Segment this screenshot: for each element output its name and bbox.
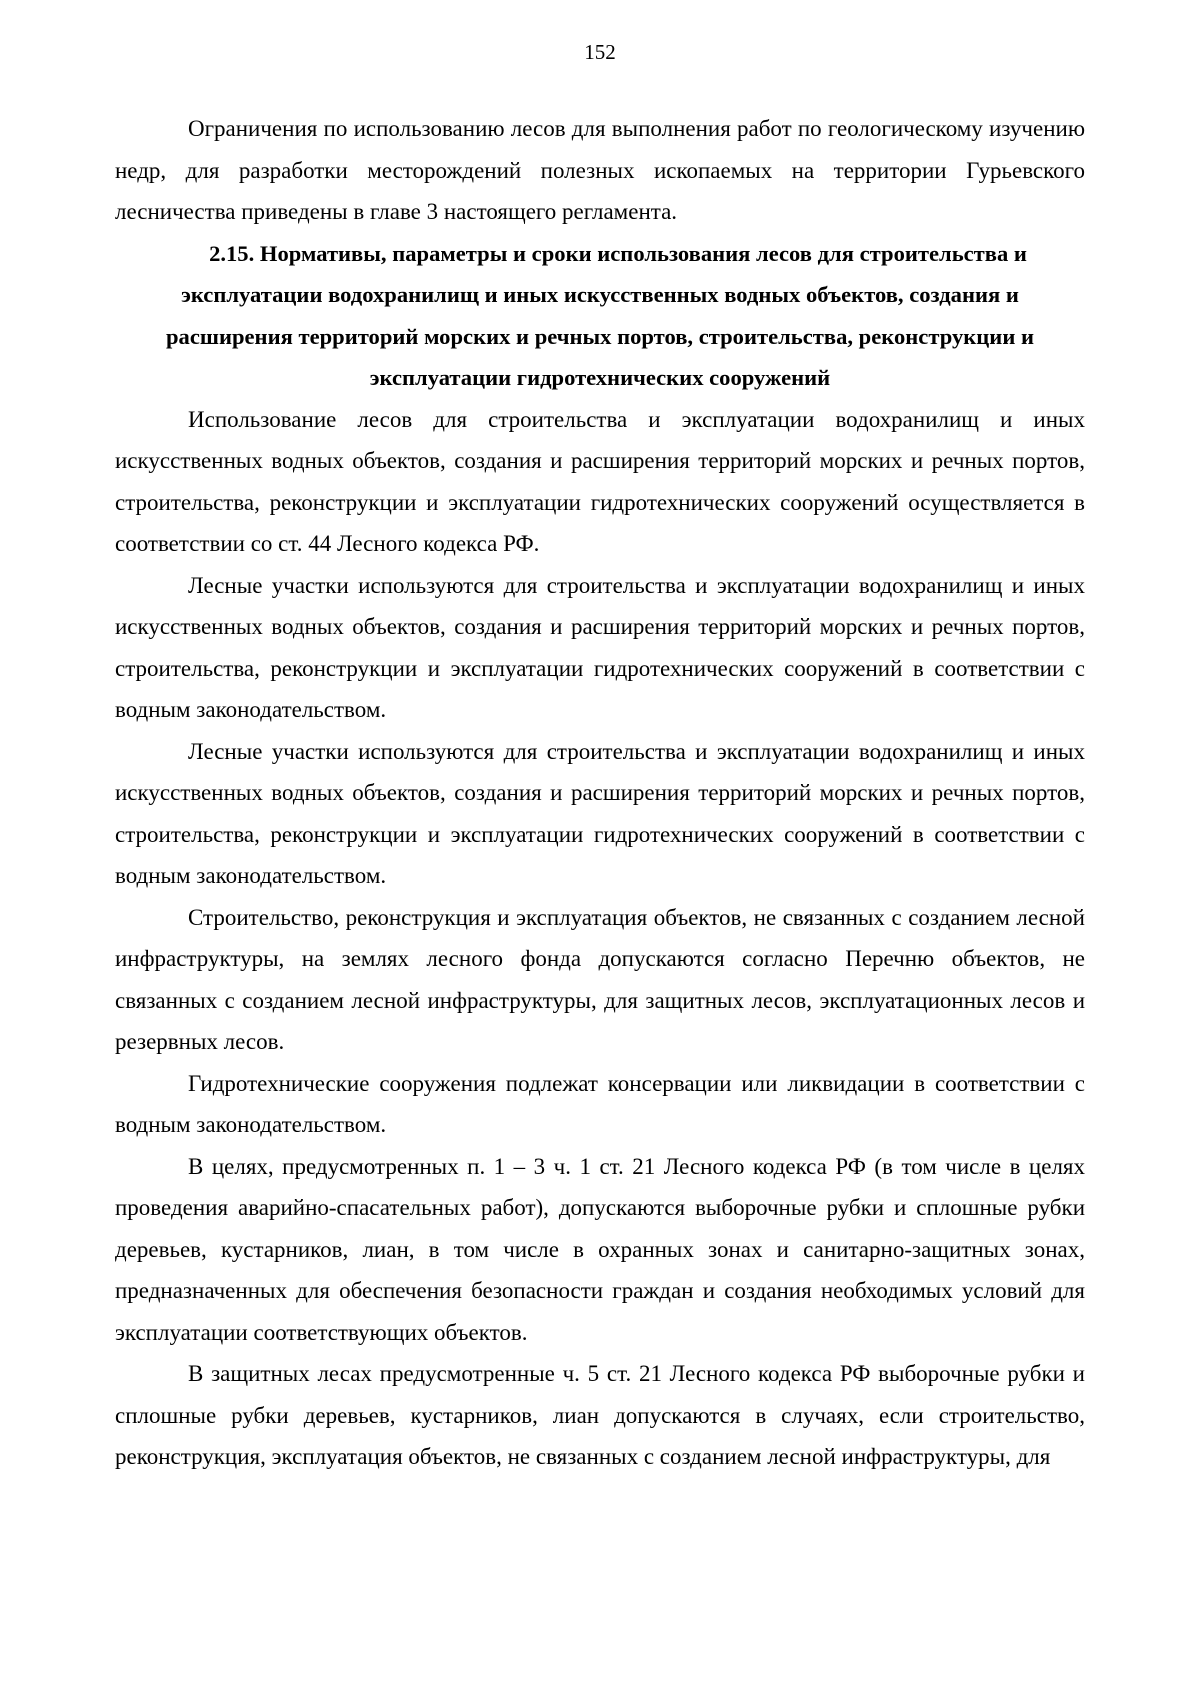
body-paragraph: Использование лесов для строительства и эксплуатации водохранилищ и иных искусственных водных объектов, создания и расширения территорий морских и речных портов, строительства, реконструкции и эксплуатации гидротехнических сооружений осуществляется в соответствии со ст. 44 Лесного кодекса РФ. (115, 406, 1085, 556)
body-paragraph: В защитных лесах предусмотренные ч. 5 ст. 21 Лесного кодекса РФ выборочные рубки и сплошные рубки деревьев, кустарников, лиан допускаются в случаях, если строительство, реконструкция, эксплуатация объектов, не связанных с созданием лесной инфраструктуры, для (115, 1361, 1085, 1469)
section-heading-line: расширения территорий морских и речных портов, строительства, реконструкции и (165, 323, 1035, 349)
page-number: 152 (584, 40, 616, 64)
page-content (115, 108, 1085, 1478)
body-paragraph: Лесные участки используются для строительства и эксплуатации водохранилищ и иных искусственных водных объектов, создания и расширения территорий морских и речных портов, строительства, реконструкции и эксплуатации гидротехнических сооружений в соответствии с водным законодательством. (115, 738, 1085, 888)
section-heading-line: эксплуатации водохранилищ и иных искусственных водных объектов, создания и (181, 282, 1019, 307)
section-heading (115, 233, 1085, 399)
body-paragraph: В целях, предусмотренных п. 1 – 3 ч. 1 ст. 21 Лесного кодекса РФ (в том числе в целях проведения аварийно-спасательных работ), допускаются выборочные рубки и сплошные рубки деревьев, кустарников, лиан, в том числе в охранных зонах и санитарно-защитных зонах, предназначенных для обеспечения безопасности граждан и создания необходимых условий для эксплуатации соответствующих объектов. (115, 1153, 1085, 1345)
body-paragraph: Лесные участки используются для строительства и эксплуатации водохранилищ и иных искусственных водных объектов, создания и расширения территорий морских и речных портов, строительства, реконструкции и эксплуатации гидротехнических сооружений в соответствии с водным законодательством. (115, 572, 1085, 722)
intro-paragraph: Ограничения по использованию лесов для выполнения работ по геологическому изучению недр, для разработки месторождений полезных ископаемых на территории Гурьевского лесничества приведены в главе 3 настоящего регламента. (115, 116, 1085, 224)
body-paragraph: Строительство, реконструкция и эксплуатация объектов, не связанных с созданием лесной инфраструктуры, на землях лесного фонда допускаются согласно Перечню объектов, не связанных с созданием лесной инфраструктуры, для защитных лесов, эксплуатационных лесов и резервных лесов. (115, 904, 1085, 1054)
section-heading-line: эксплуатации гидротехнических сооружений (369, 365, 831, 390)
body-paragraph: Гидротехнические сооружения подлежат консервации или ликвидации в соответствии с водным законодательством. (115, 1070, 1085, 1137)
section-heading-line: 2.15. Нормативы, параметры и сроки использования лесов для строительства и (209, 240, 1027, 266)
